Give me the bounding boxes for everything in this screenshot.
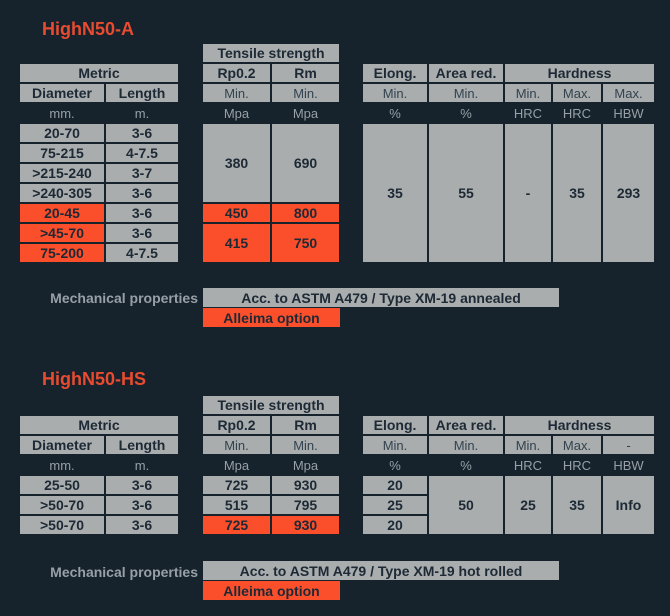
rp02-column-header: Rp0.2	[203, 64, 270, 82]
rm-value-cell: 690	[272, 124, 339, 202]
rm-value-cell: 750	[272, 224, 339, 262]
diameter-unit-label: mm.	[49, 457, 75, 473]
section-b-mechanical-properties-label: Mechanical properties	[50, 564, 198, 580]
elongation-unit-label: %	[389, 105, 401, 121]
section-a-tensile-table	[203, 44, 339, 262]
elongation-min-label: Min.	[363, 84, 427, 102]
rp02-value-cell: 725	[203, 476, 270, 494]
section-a-mechanical-properties-label: Mechanical properties	[50, 290, 198, 306]
area-unit-label: %	[460, 457, 472, 473]
area-reduction-header: Area red.	[429, 64, 503, 82]
diameter-cell-highlighted: 75-200	[20, 244, 104, 262]
hrc-unit-label: HRC	[562, 457, 592, 473]
rm-column-header: Rm	[272, 64, 339, 82]
section-b-alleima-option-bar: Alleima option	[203, 581, 340, 600]
elongation-value-cell: 20	[363, 516, 427, 534]
rp02-value-cell: 450	[203, 204, 270, 222]
section-b-title: HighN50-HS	[42, 369, 147, 389]
diameter-cell: >240-305	[20, 184, 104, 202]
rp02-value-cell: 515	[203, 496, 270, 514]
rp02-min-label: Min.	[203, 84, 270, 102]
length-cell: 3-6	[106, 516, 178, 534]
rm-value-cell: 930	[272, 476, 339, 494]
section-a-alleima-option-bar: Alleima option	[203, 308, 340, 327]
area-unit-label: %	[460, 105, 472, 121]
elongation-value-cell: 20	[363, 476, 427, 494]
diameter-column-header: Diameter	[20, 84, 104, 102]
area-min-label: Min.	[429, 84, 503, 102]
diameter-cell-highlighted: >45-70	[20, 224, 104, 242]
hardness-max-label: Max.	[553, 436, 601, 454]
section-b-metric-table	[20, 416, 178, 534]
length-cell: 3-6	[106, 496, 178, 514]
diameter-unit-label: mm.	[49, 105, 75, 121]
rp02-value-cell: 415	[203, 224, 270, 262]
diameter-cell: 75-215	[20, 144, 104, 162]
section-a-standard-bar: Acc. to ASTM A479 / Type XM-19 annealed	[203, 288, 559, 307]
diameter-cell-highlighted: 20-45	[20, 204, 104, 222]
hrc-unit-label: HRC	[562, 105, 592, 121]
rm-value-cell: 795	[272, 496, 339, 514]
diameter-column-header: Diameter	[20, 436, 104, 454]
length-cell: 3-6	[106, 184, 178, 202]
rm-min-label: Min.	[272, 84, 339, 102]
length-column-header: Length	[106, 436, 178, 454]
diameter-cell: >50-70	[20, 516, 104, 534]
hardness-min-value-cell: 25	[505, 476, 551, 534]
area-reduction-header: Area red.	[429, 416, 503, 434]
section-a-metric-table	[20, 64, 178, 262]
hardness-hbw-info-cell: Info	[603, 476, 654, 534]
hardness-min-label: Min.	[505, 436, 551, 454]
hardness-max-label: Max.	[603, 84, 654, 102]
tensile-strength-header: Tensile strength	[203, 44, 339, 62]
rm-unit-label: Mpa	[292, 105, 319, 121]
elongation-min-label: Min.	[363, 436, 427, 454]
elongation-header: Elong.	[363, 416, 427, 434]
rm-column-header: Rm	[272, 416, 339, 434]
length-cell: 3-6	[106, 476, 178, 494]
rp02-value-cell: 380	[203, 124, 270, 202]
diameter-cell: 20-70	[20, 124, 104, 142]
hardness-max-hrc-value-cell: 35	[553, 124, 601, 262]
hrc-unit-label: HRC	[513, 457, 543, 473]
rp02-value-cell-highlighted: 725	[203, 516, 270, 534]
diameter-cell: >215-240	[20, 164, 104, 182]
length-unit-label: m.	[134, 457, 150, 473]
hardness-min-label: Min.	[505, 84, 551, 102]
length-cell: 3-7	[106, 164, 178, 182]
rm-min-label: Min.	[272, 436, 339, 454]
rm-unit-label: Mpa	[292, 457, 319, 473]
area-reduction-value-cell: 50	[429, 476, 503, 534]
rm-value-cell: 800	[272, 204, 339, 222]
elongation-unit-label: %	[389, 457, 401, 473]
rp02-min-label: Min.	[203, 436, 270, 454]
hardness-max-hbw-value-cell: 293	[603, 124, 654, 262]
length-column-header: Length	[106, 84, 178, 102]
hardness-header: Hardness	[505, 64, 654, 82]
section-b-properties-table	[363, 416, 654, 534]
section-a-properties-table	[363, 64, 654, 262]
metric-header: Metric	[20, 416, 178, 434]
length-unit-label: m.	[134, 105, 150, 121]
rp02-column-header: Rp0.2	[203, 416, 270, 434]
hrc-unit-label: HRC	[513, 105, 543, 121]
elongation-value-cell: 35	[363, 124, 427, 262]
length-cell: 3-6	[106, 204, 178, 222]
hardness-max-label: Max.	[553, 84, 601, 102]
rm-value-cell-highlighted: 930	[272, 516, 339, 534]
length-cell: 4-7.5	[106, 144, 178, 162]
hardness-min-value-cell: -	[505, 124, 551, 262]
hardness-dash-label: -	[603, 436, 654, 454]
area-min-label: Min.	[429, 436, 503, 454]
length-cell: 4-7.5	[106, 244, 178, 262]
length-cell: 3-6	[106, 124, 178, 142]
tensile-strength-header: Tensile strength	[203, 396, 339, 414]
diameter-cell: >50-70	[20, 496, 104, 514]
length-cell: 3-6	[106, 224, 178, 242]
rp02-unit-label: Mpa	[223, 457, 250, 473]
section-b-tensile-table	[203, 396, 339, 534]
metric-header: Metric	[20, 64, 178, 82]
hbw-unit-label: HBW	[613, 457, 644, 473]
hbw-unit-label: HBW	[613, 105, 644, 121]
rp02-unit-label: Mpa	[223, 105, 250, 121]
section-a-title: HighN50-A	[42, 19, 135, 39]
hardness-max-hrc-value-cell: 35	[553, 476, 601, 534]
elongation-value-cell: 25	[363, 496, 427, 514]
area-reduction-value-cell: 55	[429, 124, 503, 262]
hardness-header: Hardness	[505, 416, 654, 434]
diameter-cell: 25-50	[20, 476, 104, 494]
section-b-standard-bar: Acc. to ASTM A479 / Type XM-19 hot rolled	[203, 561, 559, 580]
elongation-header: Elong.	[363, 64, 427, 82]
